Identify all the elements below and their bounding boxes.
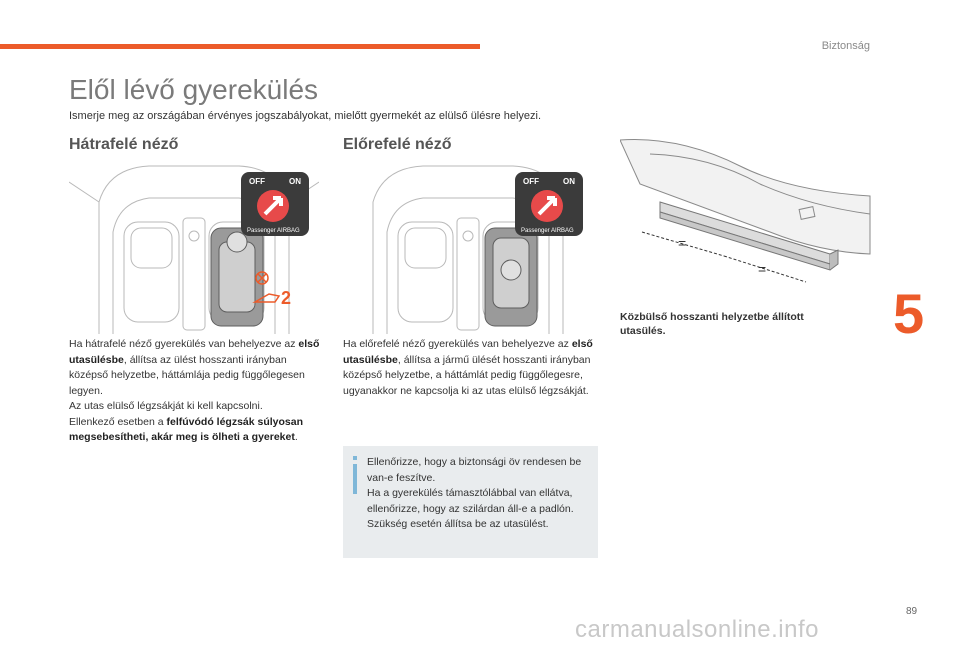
airbag-off-text: OFF bbox=[523, 177, 539, 186]
forward-facing-text: Ha előrefelé néző gyerekülés van behelyezve az első utasülésbe, állítsa a jármű ülését hosszanti irányban középső helyzetbe, a háttámlát pedig függőlegesre, ugyanakkor ne kapcsolja ki az utas elülső légzsákját. bbox=[343, 338, 593, 397]
seat-number-text: 2 bbox=[281, 288, 292, 308]
child-seat-rear bbox=[211, 228, 263, 326]
airbag-on-text: ON bbox=[289, 177, 301, 186]
chapter-number: 5 bbox=[893, 282, 925, 345]
info-icon bbox=[353, 464, 357, 494]
page-title: Elől lévő gyerekülés bbox=[69, 74, 319, 105]
seat-rail-illustration bbox=[620, 136, 875, 296]
section-label: Biztonság bbox=[821, 40, 870, 52]
info-icon-dot bbox=[353, 456, 357, 460]
rear-facing-seat-illustration bbox=[69, 162, 319, 334]
airbag-label-text: Passenger AIRBAG bbox=[521, 228, 574, 234]
header-accent-bar bbox=[0, 44, 480, 49]
info-text: Ellenőrizze, hogy a biztonsági öv rendesen be van-e feszítve. Ha a gyerekülés támasztólábbal van ellátva, ellenőrizze, hogy az szilárdan áll-e a padlón. Szükség esetén állítsa be az utasülést. bbox=[367, 456, 582, 530]
equal-mark-2: = bbox=[758, 261, 767, 277]
forward-facing-seat-illustration bbox=[343, 162, 593, 334]
equal-mark-1: = bbox=[678, 235, 687, 251]
intro-text: Ismerje meg az országában érvényes jogszabályokat, mielőtt gyermekét az elülső ülésre helyezi. bbox=[69, 110, 542, 122]
child-seat-forward bbox=[485, 228, 537, 326]
airbag-label-middle bbox=[515, 172, 583, 236]
heading-forward-facing: Előrefelé néző bbox=[343, 136, 452, 153]
airbag-label-left bbox=[241, 172, 309, 236]
watermark: carmanualsonline.info bbox=[575, 616, 819, 643]
airbag-on-text: ON bbox=[563, 177, 575, 186]
page-number: 89 bbox=[906, 606, 918, 617]
airbag-label-text: Passenger AIRBAG bbox=[247, 228, 300, 234]
rail-caption: Közbülső hosszanti helyzetbe állított utasülés. bbox=[620, 311, 804, 337]
rear-facing-text: Ha hátrafelé néző gyerekülés van behelyezve az első utasülésbe, állítsa az ülést hosszanti irányban középső helyzetbe, háttámlája pedig függőlegesen legyen. Az utas elülső légzsákját ki kell kapcsolni. Ellenkező esetben a felfúvódó légzsák súlyosan megsebesítheti, akár meg is ölheti a gyereket. bbox=[69, 338, 320, 443]
airbag-off-text: OFF bbox=[249, 177, 265, 186]
info-box bbox=[343, 446, 598, 558]
heading-rear-facing: Hátrafelé néző bbox=[69, 136, 179, 153]
